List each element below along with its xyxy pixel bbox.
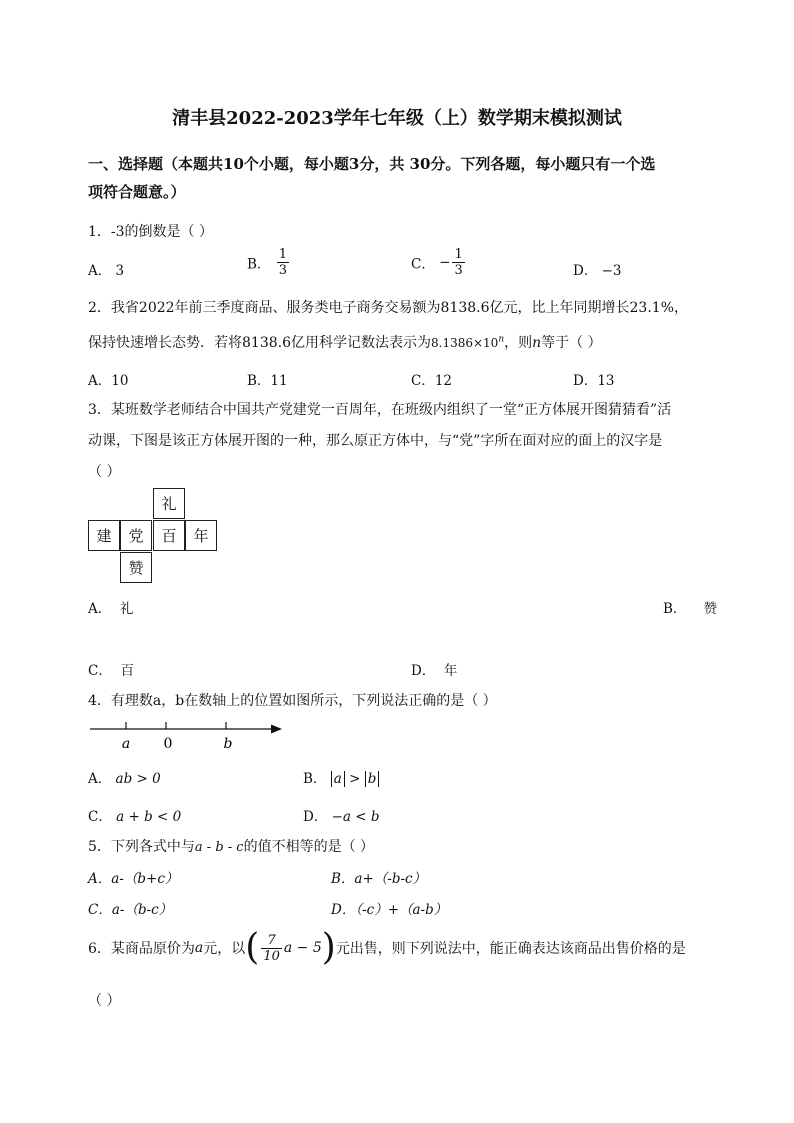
q2-option-b: B．11	[247, 373, 288, 389]
q2-option-c: C．12	[411, 373, 453, 389]
q1-option-a: A． 3	[88, 263, 125, 279]
section-heading-line2: 项符合题意。）	[88, 183, 186, 201]
q3-line1: 3．某班数学老师结合中国共产党建党一百周年，在班级内组织了一堂“正方体展开图猜猜看”活	[88, 402, 672, 418]
q1-c-fraction: $\frac{1}{3}$	[454, 247, 463, 278]
axis-label-b: b	[223, 736, 233, 752]
q2-option-d: D．13	[573, 373, 615, 389]
q1-option-c: C． − $\frac{1}{3}$	[411, 247, 463, 278]
q4-option-a: A． ab > 0	[88, 771, 161, 787]
net-cell-jian: 建	[88, 520, 120, 551]
q4-stem: 4．有理数a，b在数轴上的位置如图所示，下列说法正确的是（ ）	[88, 693, 497, 709]
section-heading-line1: 一、选择题（本题共10个小题，每小题3分，共 30分。下列各题，每小题只有一个选	[88, 155, 656, 173]
q2-line2: 保持快速增长态势．若将8138.6亿用科学记数法表示为$8.1386\times 10^n$，则n等于（ ）	[88, 334, 602, 351]
axis-label-zero: 0	[163, 736, 173, 752]
number-line-arrow	[271, 725, 282, 734]
q6-close-paren: )	[321, 927, 336, 968]
q5-option-a: A．a-（b+c）	[88, 871, 179, 887]
q1-b-fraction: $\frac{1}{3}$	[278, 247, 287, 278]
q6-line2: （ ）	[88, 993, 121, 1009]
q5-option-b: B．a+（-b-c）	[331, 871, 427, 887]
number-line-figure	[88, 716, 288, 754]
q6-stem: 6．某商品原价为a元，以( $\frac{7}{10}$ a − 5)元出售，则下列说法中，能正确表达该商品出售价格的是	[88, 927, 686, 968]
q1-stem: 1．-3的倒数是（ ）	[88, 224, 213, 240]
q3-option-d: D． 年	[411, 663, 458, 679]
net-cell-dang: 党	[120, 520, 152, 551]
net-cell-zan: 赞	[120, 552, 152, 583]
q5-option-c: C．a-（b-c）	[88, 902, 173, 918]
q2-line1: 2．我省2022年前三季度商品、服务类电子商务交易额为8138.6亿元，比上年同期增长23.1%，	[88, 300, 688, 316]
q3-option-c: C． 百	[88, 663, 134, 679]
page-title: 清丰县2022-2023学年七年级（上）数学期末模拟测试	[172, 108, 622, 129]
net-cell-li: 礼	[153, 488, 185, 519]
q3-line3: （ ）	[88, 464, 121, 480]
net-cell-bai: 百	[153, 520, 185, 551]
q3-option-b: B． 赞	[663, 601, 718, 617]
q2-option-a: A．10	[88, 373, 129, 389]
q3-option-a: A． 礼	[88, 601, 134, 617]
q4-option-d: D． −a < b	[303, 809, 380, 825]
q6-fraction: $\frac{7}{10}$	[263, 932, 280, 964]
q1-option-b: B． $\frac{1}{3}$	[247, 247, 287, 278]
q3-line2: 动课，下图是该正方体展开图的一种，那么原正方体中，与“党”字所在面对应的面上的汉字是	[88, 433, 663, 449]
net-cell-nian: 年	[185, 520, 217, 551]
q1-option-d: D． −3	[573, 263, 622, 279]
q6-open-paren: (	[245, 927, 260, 968]
q4-option-b: B． a > b	[303, 767, 379, 787]
axis-label-a: a	[121, 736, 131, 752]
q5-option-d: D．（-c）+（a-b）	[331, 902, 448, 918]
q5-stem: 5．下列各式中与a - b - c的值不相等的是（ ）	[88, 839, 375, 855]
q4-option-c: C． a + b < 0	[88, 809, 182, 825]
